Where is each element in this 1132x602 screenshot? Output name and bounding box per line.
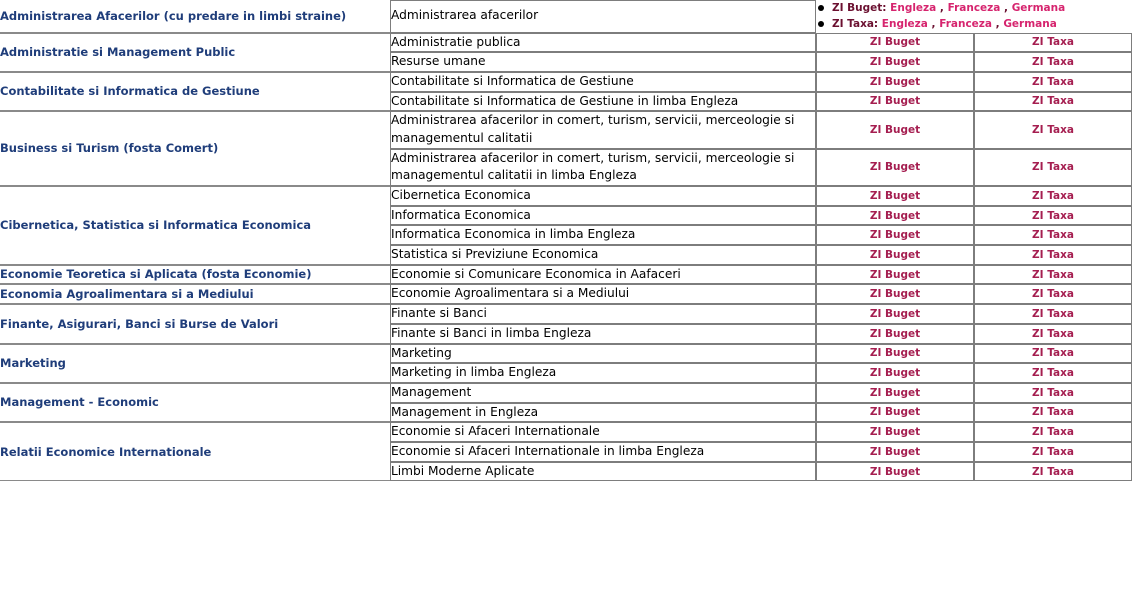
specialisation-cell: Informatica Economica (390, 206, 816, 226)
language-name[interactable]: Engleza (881, 18, 928, 31)
zi-buget-cell[interactable]: ZI Buget (816, 324, 974, 344)
zi-taxa-cell[interactable]: ZI Taxa (974, 363, 1132, 383)
zi-buget-cell[interactable]: ZI Buget (816, 422, 974, 442)
zi-taxa-cell[interactable]: ZI Taxa (974, 186, 1132, 206)
language-name[interactable]: Germana (1003, 18, 1057, 31)
zi-taxa-cell[interactable]: ZI Taxa (974, 383, 1132, 403)
zi-buget-cell[interactable]: ZI Buget (816, 186, 974, 206)
bullet-icon (818, 21, 824, 27)
table-row (0, 33, 1132, 53)
zi-taxa-cell[interactable]: ZI Taxa (974, 72, 1132, 92)
domain-name-cell[interactable]: Business si Turism (fosta Comert) (0, 111, 390, 186)
table-row (0, 186, 1132, 206)
zi-taxa-cell[interactable]: ZI Taxa (974, 245, 1132, 265)
zi-taxa-cell[interactable]: ZI Taxa (974, 265, 1132, 285)
zi-buget-cell[interactable]: ZI Buget (816, 225, 974, 245)
zi-buget-cell[interactable]: ZI Buget (816, 304, 974, 324)
specialisation-cell: Management in Engleza (390, 403, 816, 423)
separator: , (1004, 2, 1009, 14)
language-list-item (816, 0, 1132, 16)
bullet-icon (818, 5, 824, 11)
specialisation-cell: Statistica si Previziune Economica (390, 245, 816, 265)
zi-taxa-cell[interactable]: ZI Taxa (974, 111, 1132, 148)
separator: , (931, 18, 936, 31)
specialisation-cell: Finante si Banci in limba Engleza (390, 324, 816, 344)
zi-taxa-cell[interactable]: ZI Taxa (974, 304, 1132, 324)
domain-name-cell[interactable]: Administratie si Management Public (0, 33, 390, 72)
zi-buget-cell[interactable]: ZI Buget (816, 111, 974, 148)
zi-taxa-cell[interactable]: ZI Taxa (974, 422, 1132, 442)
table-row (0, 0, 1132, 33)
table-row (0, 265, 1132, 285)
zi-buget-cell[interactable]: ZI Buget (816, 265, 974, 285)
specialisation-cell: Economie si Afaceri Internationale in limba Engleza (390, 442, 816, 462)
specialisation-cell: Administratie publica (390, 33, 816, 53)
domain-name-cell[interactable]: Relatii Economice Internationale (0, 422, 390, 481)
zi-buget-cell[interactable]: ZI Buget (816, 284, 974, 304)
domain-name-cell[interactable]: Economia Agroalimentara si a Mediului (0, 284, 390, 304)
study-form-label: ZI Taxa: (832, 18, 879, 31)
zi-taxa-cell[interactable]: ZI Taxa (974, 403, 1132, 423)
zi-buget-cell[interactable]: ZI Buget (816, 462, 974, 482)
specialisation-cell: Economie Agroalimentara si a Mediului (390, 284, 816, 304)
specialisation-cell: Resurse umane (390, 52, 816, 72)
zi-buget-cell[interactable]: ZI Buget (816, 92, 974, 112)
zi-taxa-cell[interactable]: ZI Taxa (974, 225, 1132, 245)
table-row (0, 304, 1132, 324)
study-form-label: ZI Buget: (832, 2, 887, 14)
zi-taxa-cell[interactable]: ZI Taxa (974, 206, 1132, 226)
specialisation-cell: Finante si Banci (390, 304, 816, 324)
separator: , (939, 2, 944, 14)
specialisation-cell: Informatica Economica in limba Engleza (390, 225, 816, 245)
specialisation-cell: Marketing in limba Engleza (390, 363, 816, 383)
specialisation-cell: Administrarea afacerilor (390, 0, 816, 33)
language-name[interactable]: Franceza (939, 18, 992, 31)
zi-taxa-cell[interactable]: ZI Taxa (974, 462, 1132, 482)
language-name[interactable]: Germana (1011, 2, 1066, 14)
zi-buget-cell[interactable]: ZI Buget (816, 344, 974, 364)
domain-name-cell[interactable]: Economie Teoretica si Aplicata (fosta Economie) (0, 265, 390, 285)
zi-taxa-cell[interactable]: ZI Taxa (974, 324, 1132, 344)
specialisation-cell: Economie si Comunicare Economica in Aafaceri (390, 265, 816, 285)
zi-buget-cell[interactable]: ZI Buget (816, 206, 974, 226)
zi-buget-cell[interactable]: ZI Buget (816, 245, 974, 265)
zi-buget-cell[interactable]: ZI Buget (816, 403, 974, 423)
domain-name-cell[interactable]: Finante, Asigurari, Banci si Burse de Valori (0, 304, 390, 343)
domain-name-cell[interactable]: Cibernetica, Statistica si Informatica Economica (0, 186, 390, 265)
zi-buget-cell[interactable]: ZI Buget (816, 383, 974, 403)
separator: , (995, 18, 1000, 31)
domain-name-cell[interactable]: Management - Economic (0, 383, 390, 422)
table-row (0, 383, 1132, 403)
zi-taxa-cell[interactable]: ZI Taxa (974, 284, 1132, 304)
zi-buget-cell[interactable]: ZI Buget (816, 363, 974, 383)
language-options-cell (816, 0, 1132, 33)
language-list (816, 0, 1132, 33)
table-row (0, 111, 1132, 148)
language-list-item (816, 16, 1132, 32)
language-name[interactable]: Engleza (890, 2, 937, 14)
specialisation-cell: Economie si Afaceri Internationale (390, 422, 816, 442)
specialisation-cell: Marketing (390, 344, 816, 364)
zi-taxa-cell[interactable]: ZI Taxa (974, 442, 1132, 462)
zi-taxa-cell[interactable]: ZI Taxa (974, 149, 1132, 186)
domain-name-cell[interactable]: Administrarea Afacerilor (cu predare in limbi straine) (0, 0, 390, 33)
specialisation-cell: Administrarea afacerilor in comert, turism, servicii, merceologie si managementul calitatii in limba Engleza (390, 149, 816, 186)
zi-taxa-cell[interactable]: ZI Taxa (974, 344, 1132, 364)
table-row (0, 344, 1132, 364)
zi-buget-cell[interactable]: ZI Buget (816, 52, 974, 72)
zi-taxa-cell[interactable]: ZI Taxa (974, 92, 1132, 112)
table-row (0, 72, 1132, 92)
specialisation-cell: Administrarea afacerilor in comert, turism, servicii, merceologie si managementul calitatii (390, 111, 816, 148)
zi-buget-cell[interactable]: ZI Buget (816, 149, 974, 186)
specialisation-cell: Management (390, 383, 816, 403)
zi-buget-cell[interactable]: ZI Buget (816, 33, 974, 53)
zi-taxa-cell[interactable]: ZI Taxa (974, 33, 1132, 53)
specialisation-cell: Limbi Moderne Aplicate (390, 462, 816, 482)
specialisation-cell: Contabilitate si Informatica de Gestiune (390, 72, 816, 92)
zi-buget-cell[interactable]: ZI Buget (816, 72, 974, 92)
zi-buget-cell[interactable]: ZI Buget (816, 442, 974, 462)
domain-name-cell[interactable]: Contabilitate si Informatica de Gestiune (0, 72, 390, 111)
domain-name-cell[interactable]: Marketing (0, 344, 390, 383)
specialisation-cell: Cibernetica Economica (390, 186, 816, 206)
specialisation-cell: Contabilitate si Informatica de Gestiune in limba Engleza (390, 92, 816, 112)
table-row (0, 422, 1132, 442)
language-name[interactable]: Franceza (947, 2, 1001, 14)
table-row (0, 284, 1132, 304)
zi-taxa-cell[interactable]: ZI Taxa (974, 52, 1132, 72)
